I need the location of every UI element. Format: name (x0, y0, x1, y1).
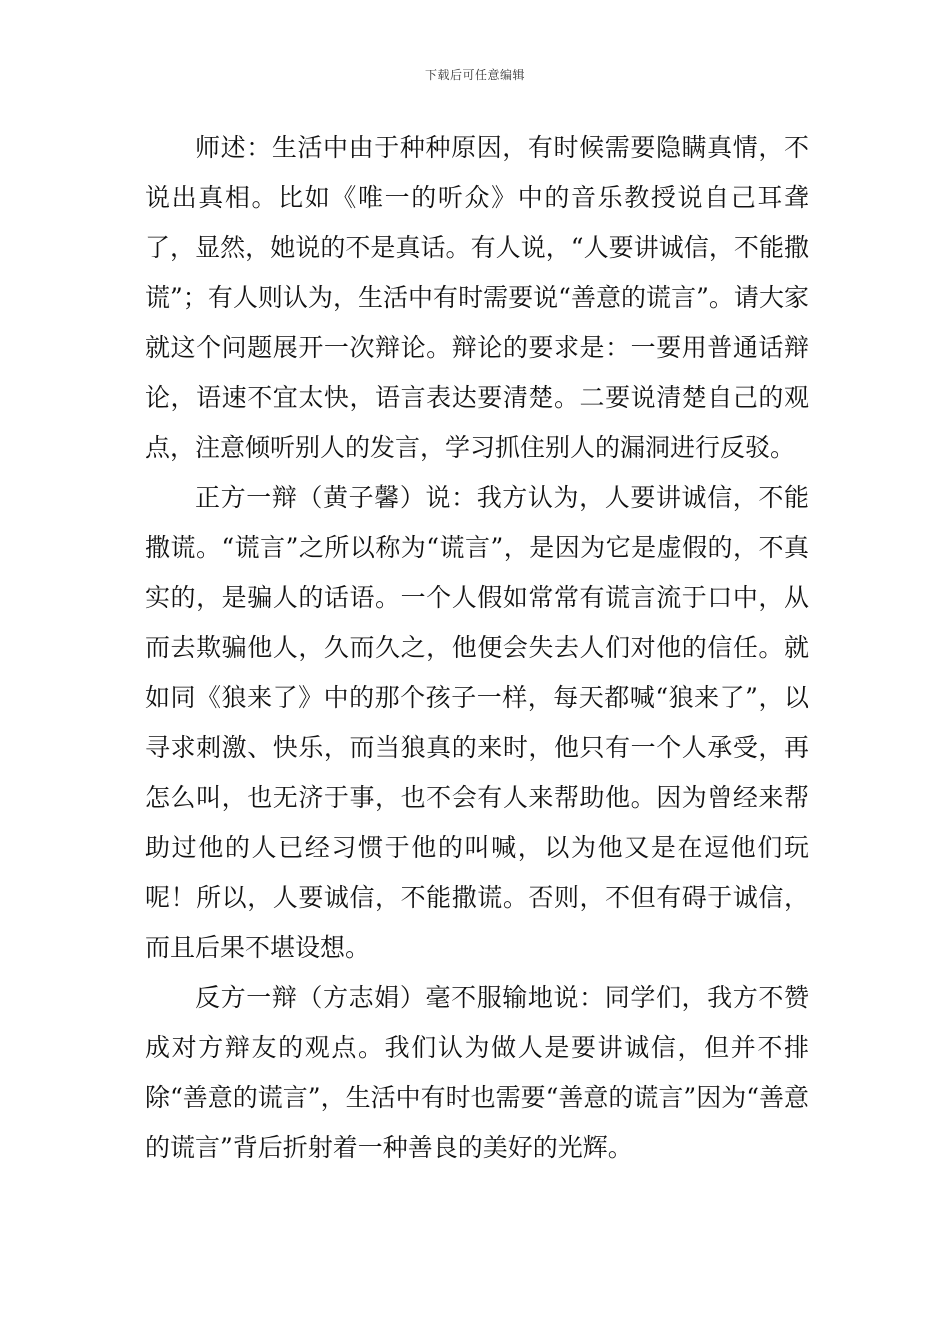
document-body (145, 123, 809, 1173)
paragraph-negative-first: 反方一辩（方志娟）毫不服输地说：同学们，我方不赞成对方辩友的观点。我们认为做人是要讲诚信，但并不排除“善意的谎言”，生活中有时也需要“善意的谎言”因为“善意的谎言”背后折射着一种善良的美好的光辉。 (145, 983, 809, 1162)
paragraph-affirmative-first: 正方一辩（黄子馨）说：我方认为，人要讲诚信，不能撒谎。“谎言”之所以称为“谎言”，是因为它是虚假的，不真实的，是骗人的话语。一个人假如常常有谎言流于口中，从而去欺骗他人，久而久之，他便会失去人们对他的信任。就如同《狼来了》中的那个孩子一样，每天都喊“狼来了”，以寻求刺激、快乐，而当狼真的来时，他只有一个人承受，再怎么叫，也无济于事，也不会有人来帮助他。因为曾经来帮助过他的人已经习惯于他的叫喊，以为他又是在逗他们玩呢！所以，人要诚信，不能撒谎。否则，不但有碍于诚信，而且后果不堪设想。 (145, 483, 809, 962)
page-header: 下载后可任意编辑 (424, 68, 525, 82)
paragraph-teacher-intro: 师述：生活中由于种种原因，有时候需要隐瞒真情，不说出真相。比如《唯一的听众》中的音乐教授说自己耳聋了，显然，她说的不是真话。有人说，“人要讲诚信，不能撒谎”；有人则认为，生活中有时需要说“善意的谎言”。请大家就这个问题展开一次辩论。辩论的要求是：一要用普通话辩论，语速不宜太快，语言表达要清楚。二要说清楚自己的观点，注意倾听别人的发言，学习抓住别人的漏洞进行反驳。 (145, 133, 809, 462)
